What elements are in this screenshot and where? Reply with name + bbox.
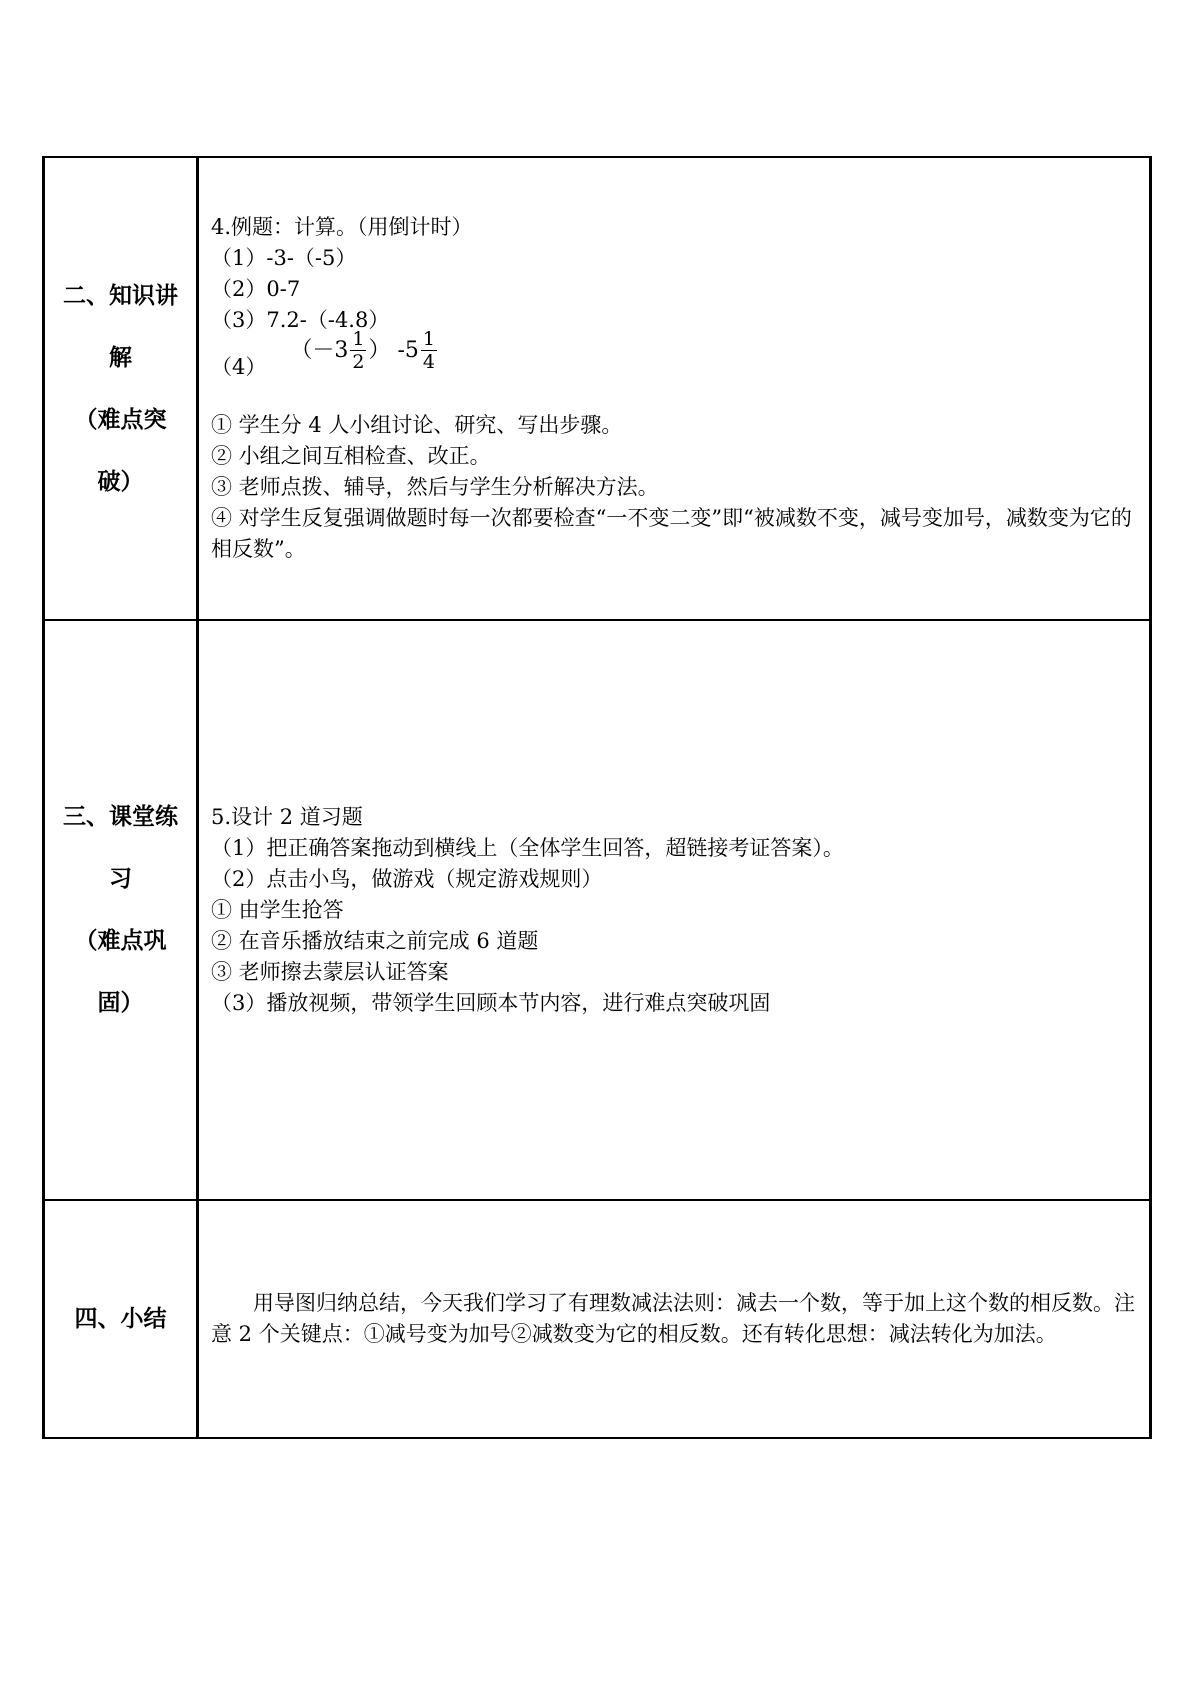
problem-2: （2）0-7 <box>211 277 301 301</box>
fraction-one-quarter: $\frac{1}{4}$ <box>422 328 435 373</box>
fraction-one-half: $\frac{1}{2}$ <box>352 328 365 373</box>
problem-3: （3）7.2-（-4.8） <box>211 308 390 332</box>
section-label-practice: 三、课堂练 习 （难点巩 固） <box>44 620 198 1200</box>
problem-4 <box>211 328 1137 400</box>
table-row <box>44 157 1151 620</box>
example-title: 4.例题：计算。（用倒计时） <box>211 215 473 239</box>
section-label-summary: 四、小结 <box>44 1200 198 1438</box>
step-2: ② 小组之间互相检查、改正。 <box>211 444 491 468</box>
practice-line: （3）播放视频，带领学生回顾本节内容，进行难点突破巩固 <box>211 990 771 1015</box>
summary-paragraph: 用导图归纳总结，今天我们学习了有理数减法法则：减去一个数，等于加上这个数的相反数。注意 2 个关键点：①减号变为加号②减数变为它的相反数。还有转化思想：减法转化为加法。 <box>211 1291 1135 1346</box>
step-3: ③ 老师点拨、辅导，然后与学生分析解决方法。 <box>211 475 659 499</box>
section-content-practice <box>198 620 1151 1200</box>
practice-line: 5.设计 2 道习题 <box>211 804 363 829</box>
section-label-knowledge: 二、知识讲 解 （难点突 破） <box>44 157 198 620</box>
step-4: ④ 对学生反复强调做题时每一次都要检查“一不变二变”即“被减数不变，减号变加号，减数变为它的相反数”。 <box>211 506 1132 561</box>
practice-line: ② 在音乐播放结束之前完成 6 道题 <box>211 928 539 953</box>
lesson-plan-table <box>42 156 1152 1439</box>
practice-line: （1）把正确答案拖动到横线上（全体学生回答，超链接考证答案）。 <box>211 835 844 860</box>
table-row <box>44 620 1151 1200</box>
practice-line: ① 由学生抢答 <box>211 897 344 922</box>
problem-1: （1）-3-（-5） <box>211 246 357 270</box>
problem-4-expression: （－3 $\frac{1}{2}$ ） -5 $\frac{1}{4}$ <box>290 328 435 373</box>
section-content-summary <box>198 1200 1151 1438</box>
problem-4-number: （4） <box>211 355 267 379</box>
section-content-knowledge <box>198 157 1151 620</box>
table-row <box>44 1200 1151 1438</box>
practice-line: （2）点击小鸟，做游戏（规定游戏规则） <box>211 866 603 891</box>
step-1: ① 学生分 4 人小组讨论、研究、写出步骤。 <box>211 413 623 437</box>
practice-line: ③ 老师擦去蒙层认证答案 <box>211 959 449 984</box>
